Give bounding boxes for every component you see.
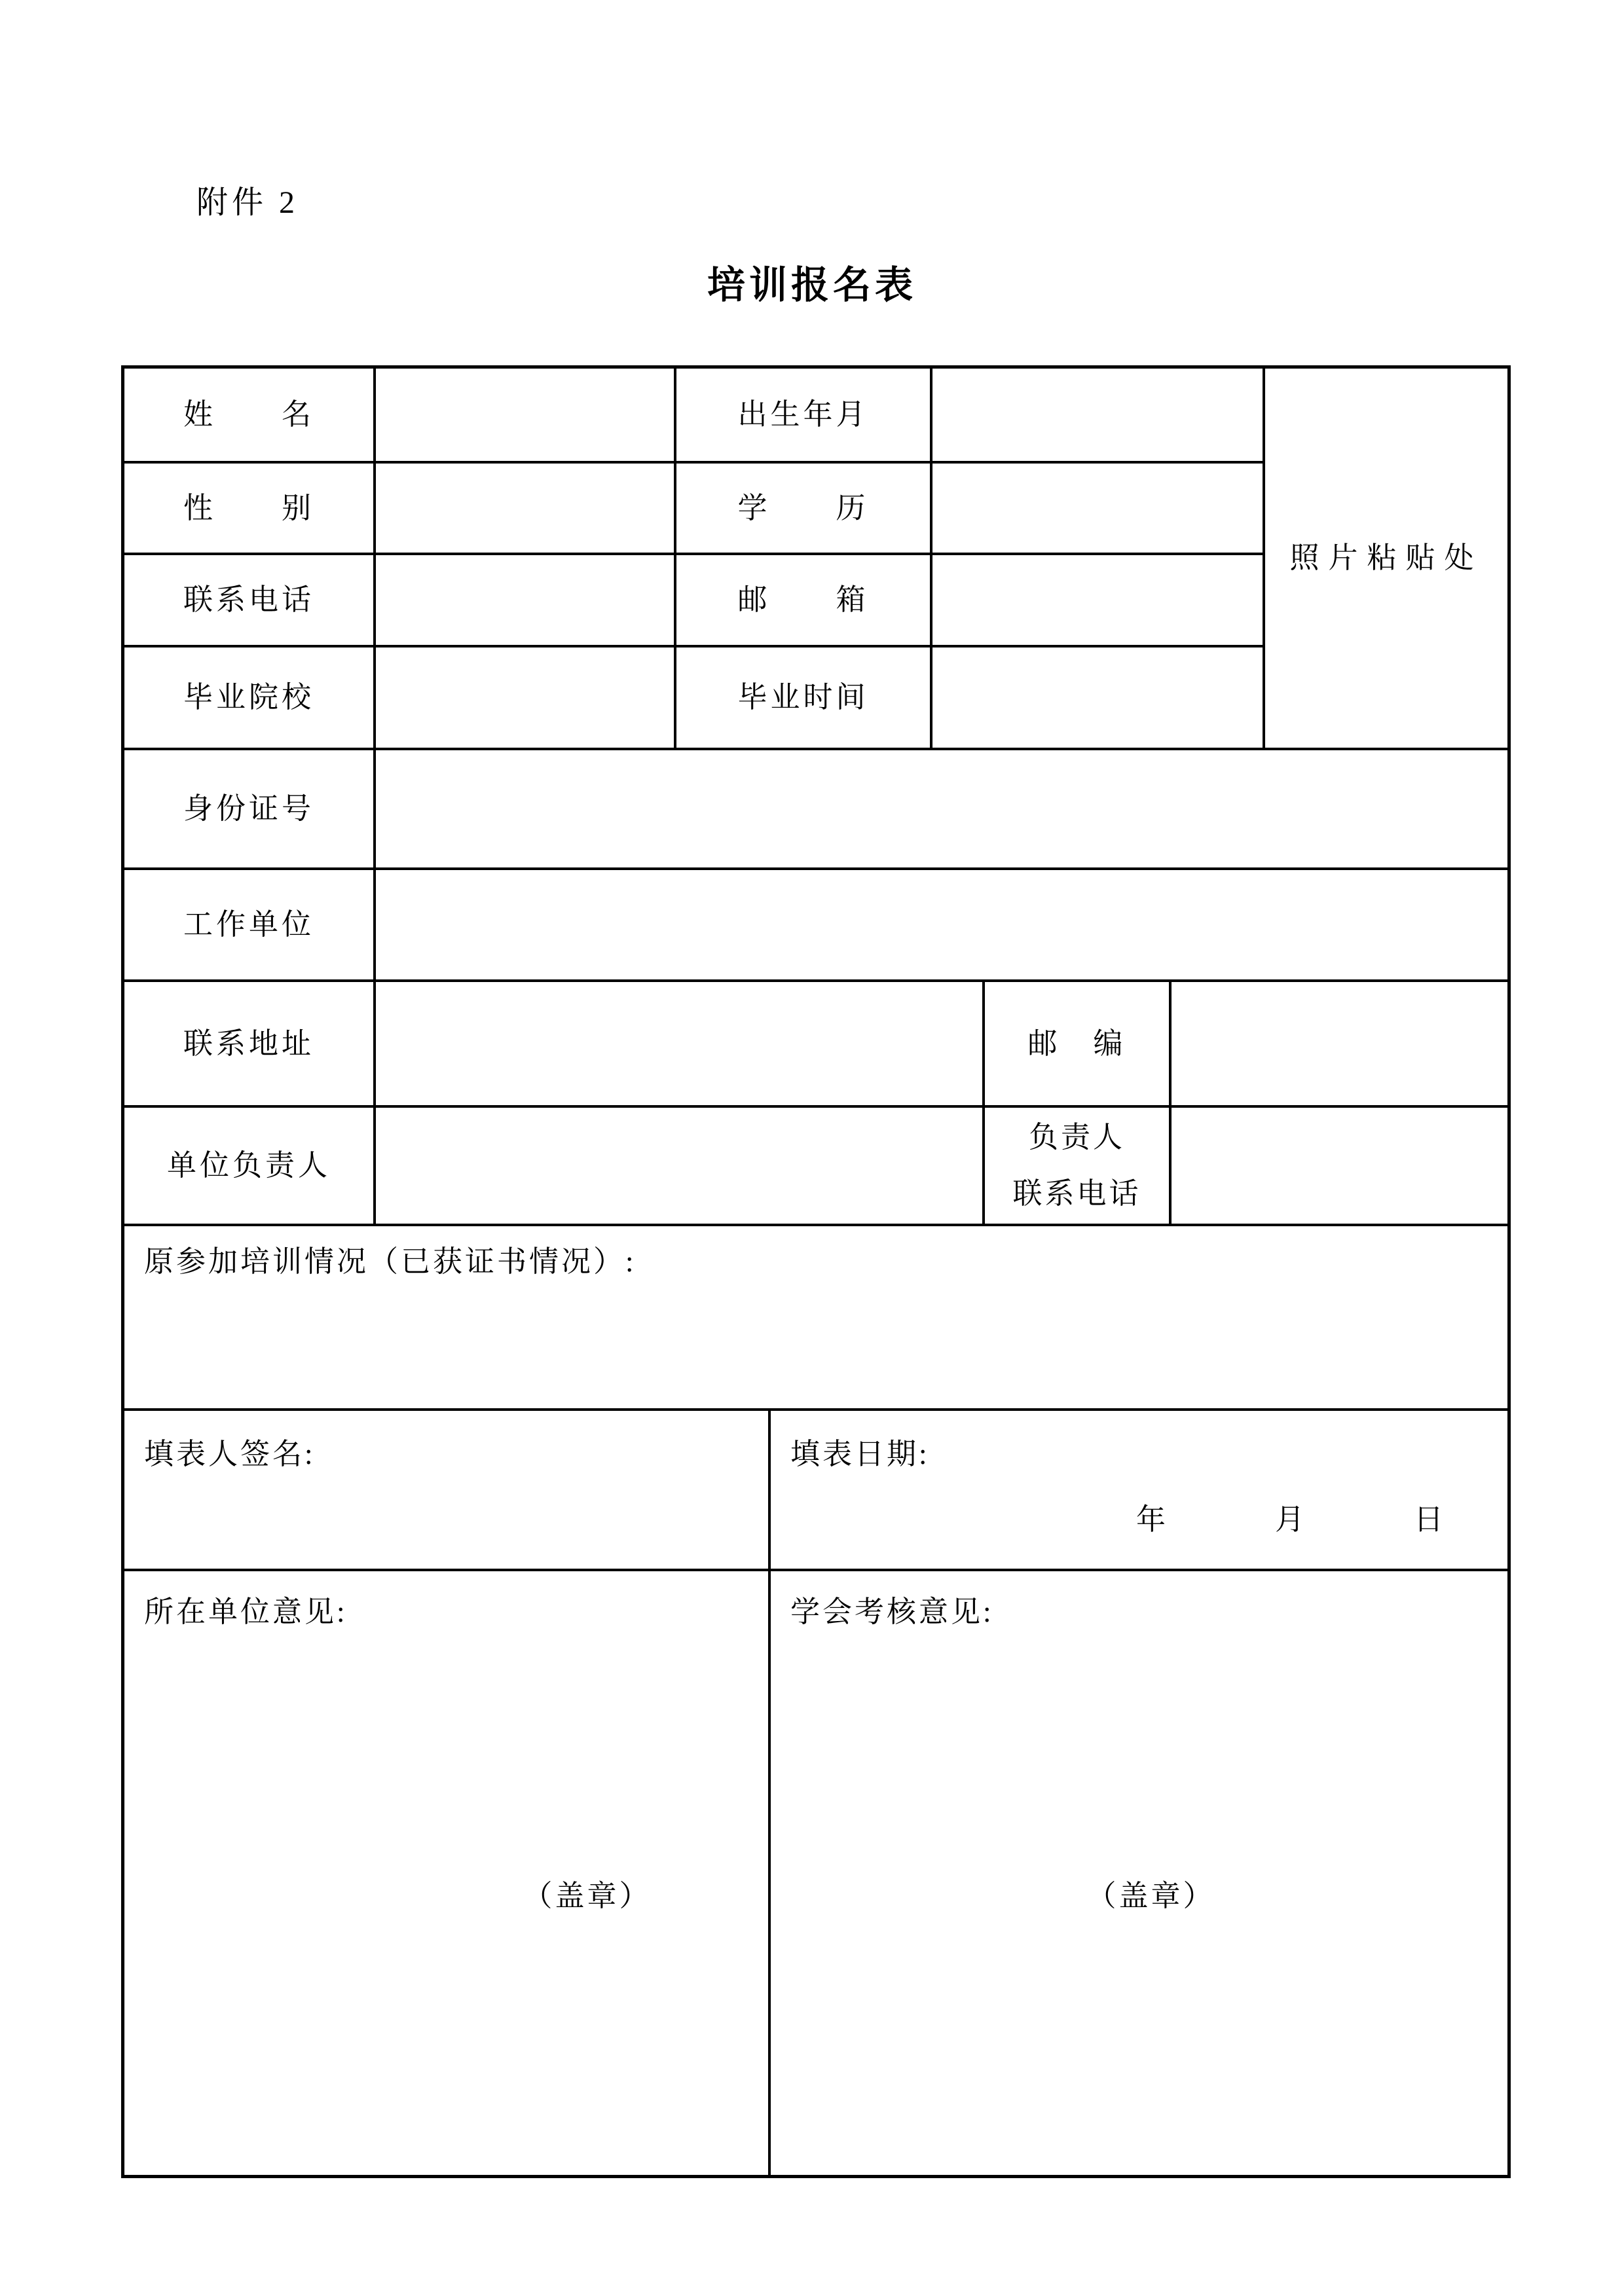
email-label: 邮 箱: [676, 555, 930, 645]
contact-phone-field: [376, 555, 674, 645]
unit-head-label: 单位负责人: [124, 1108, 373, 1224]
photo-paste-area: 照片粘贴处: [1265, 369, 1507, 748]
contact-address-label: 联系地址: [124, 982, 373, 1105]
postcode-field: [1172, 982, 1507, 1105]
signer-label: 填表人签名:: [144, 1438, 316, 1470]
head-phone-field: [1172, 1108, 1507, 1224]
unit-opinion-label: 所在单位意见:: [144, 1595, 348, 1628]
head-phone-label-line1: 负责人: [1028, 1121, 1125, 1154]
date-blanks: 年 月 日: [1135, 1503, 1449, 1537]
id-number-field: [376, 750, 1507, 867]
fill-date-label: 填表日期:: [790, 1438, 930, 1470]
unit-head-field: [376, 1108, 982, 1224]
unit-opinion-cell: [124, 1571, 768, 2175]
society-seal-placeholder: （盖章）: [1086, 1880, 1215, 1913]
work-unit-label: 工作单位: [124, 870, 373, 979]
training-history-cell: [124, 1226, 1507, 1408]
signer-cell: [124, 1411, 768, 1569]
head-phone-label: [985, 1108, 1169, 1224]
birth-date-label: 出生年月: [676, 369, 930, 461]
name-field: [376, 369, 674, 461]
graduation-school-label: 毕业院校: [124, 647, 373, 748]
birth-date-field: [932, 369, 1263, 461]
fill-date-cell: [771, 1411, 1507, 1569]
gender-label: 性 别: [124, 464, 373, 553]
training-history-label: 原参加培训情况（已获证书情况）:: [144, 1245, 637, 1278]
contact-phone-label: 联系电话: [124, 555, 373, 645]
education-label: 学 历: [676, 464, 930, 553]
graduation-time-label: 毕业时间: [676, 647, 930, 748]
unit-seal-placeholder: （盖章）: [523, 1880, 652, 1913]
work-unit-field: [376, 870, 1507, 979]
registration-form-table: [121, 365, 1511, 2178]
contact-address-field: [376, 982, 982, 1105]
page-title: 培训报名表: [707, 264, 917, 306]
name-label: 姓 名: [124, 369, 373, 461]
attachment-label: 附件 2: [196, 185, 299, 220]
graduation-time-field: [932, 647, 1263, 748]
email-field: [932, 555, 1263, 645]
education-field: [932, 464, 1263, 553]
head-phone-label-line2: 联系电话: [1012, 1176, 1141, 1210]
graduation-school-field: [376, 647, 674, 748]
society-opinion-cell: [771, 1571, 1507, 2175]
gender-field: [376, 464, 674, 553]
id-number-label: 身份证号: [124, 750, 373, 867]
postcode-label: 邮 编: [985, 982, 1169, 1105]
society-opinion-label: 学会考核意见:: [790, 1595, 994, 1628]
